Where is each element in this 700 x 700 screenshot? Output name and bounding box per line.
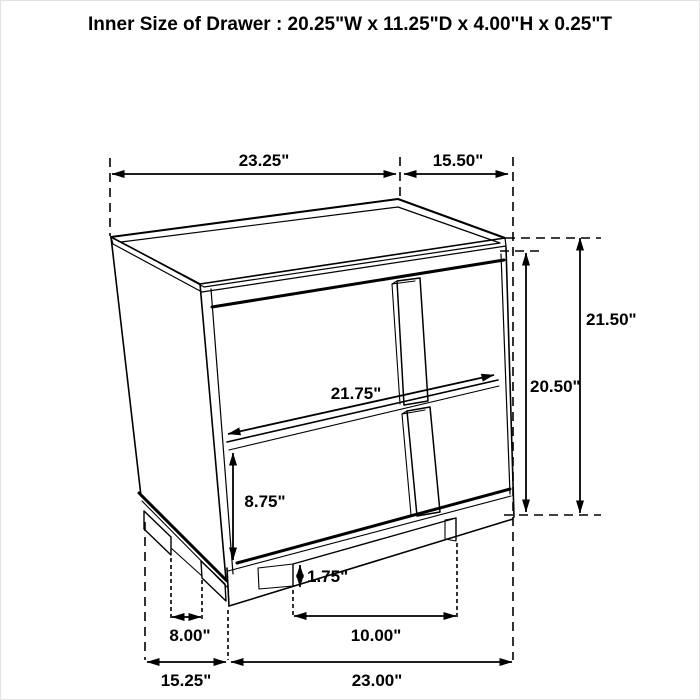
label-total-height: 21.50" [586, 310, 637, 329]
back-left-leg [144, 511, 171, 555]
top-front-edges [111, 237, 505, 284]
plinth-left-corner-edge [227, 568, 229, 606]
upper-drawer-handle-face [397, 278, 428, 405]
plinth-bottom-edge [229, 519, 513, 606]
label-top-surface-depth: 15.50" [432, 151, 484, 170]
upper-drawer-handle-top-bevel [392, 281, 415, 284]
label-drawer-width: 21.75" [330, 384, 382, 403]
label-side-leg-spacing: 8.00" [169, 626, 211, 645]
dimension-lines [112, 174, 580, 662]
cutout-left-leg-side-face [258, 564, 293, 589]
label-bottom-drawer-height: 8.75" [244, 492, 286, 511]
diagram-title: Inner Size of Drawer : 20.25"W x 11.25"D x 4.00"H x 0.25"T [88, 14, 612, 35]
extension-lines [110, 157, 601, 660]
front-right-edge-inner [501, 254, 510, 494]
label-front-leg-spacing: 10.00" [350, 626, 402, 645]
side-back-edge [111, 237, 141, 496]
label-body-height: 20.50" [530, 377, 581, 396]
nightstand-line-art [111, 199, 514, 606]
top-lip-bottom-edge [111, 237, 506, 292]
label-leg-height: 1.75" [307, 567, 349, 586]
label-top-surface-width: 23.25" [238, 151, 290, 170]
label-base-width: 23.00" [351, 671, 403, 690]
dimension-labels [161, 151, 637, 690]
lower-drawer-handle-side-edge [402, 414, 411, 515]
label-base-depth: 15.25" [160, 671, 212, 690]
lower-drawer-handle-face [407, 407, 440, 516]
